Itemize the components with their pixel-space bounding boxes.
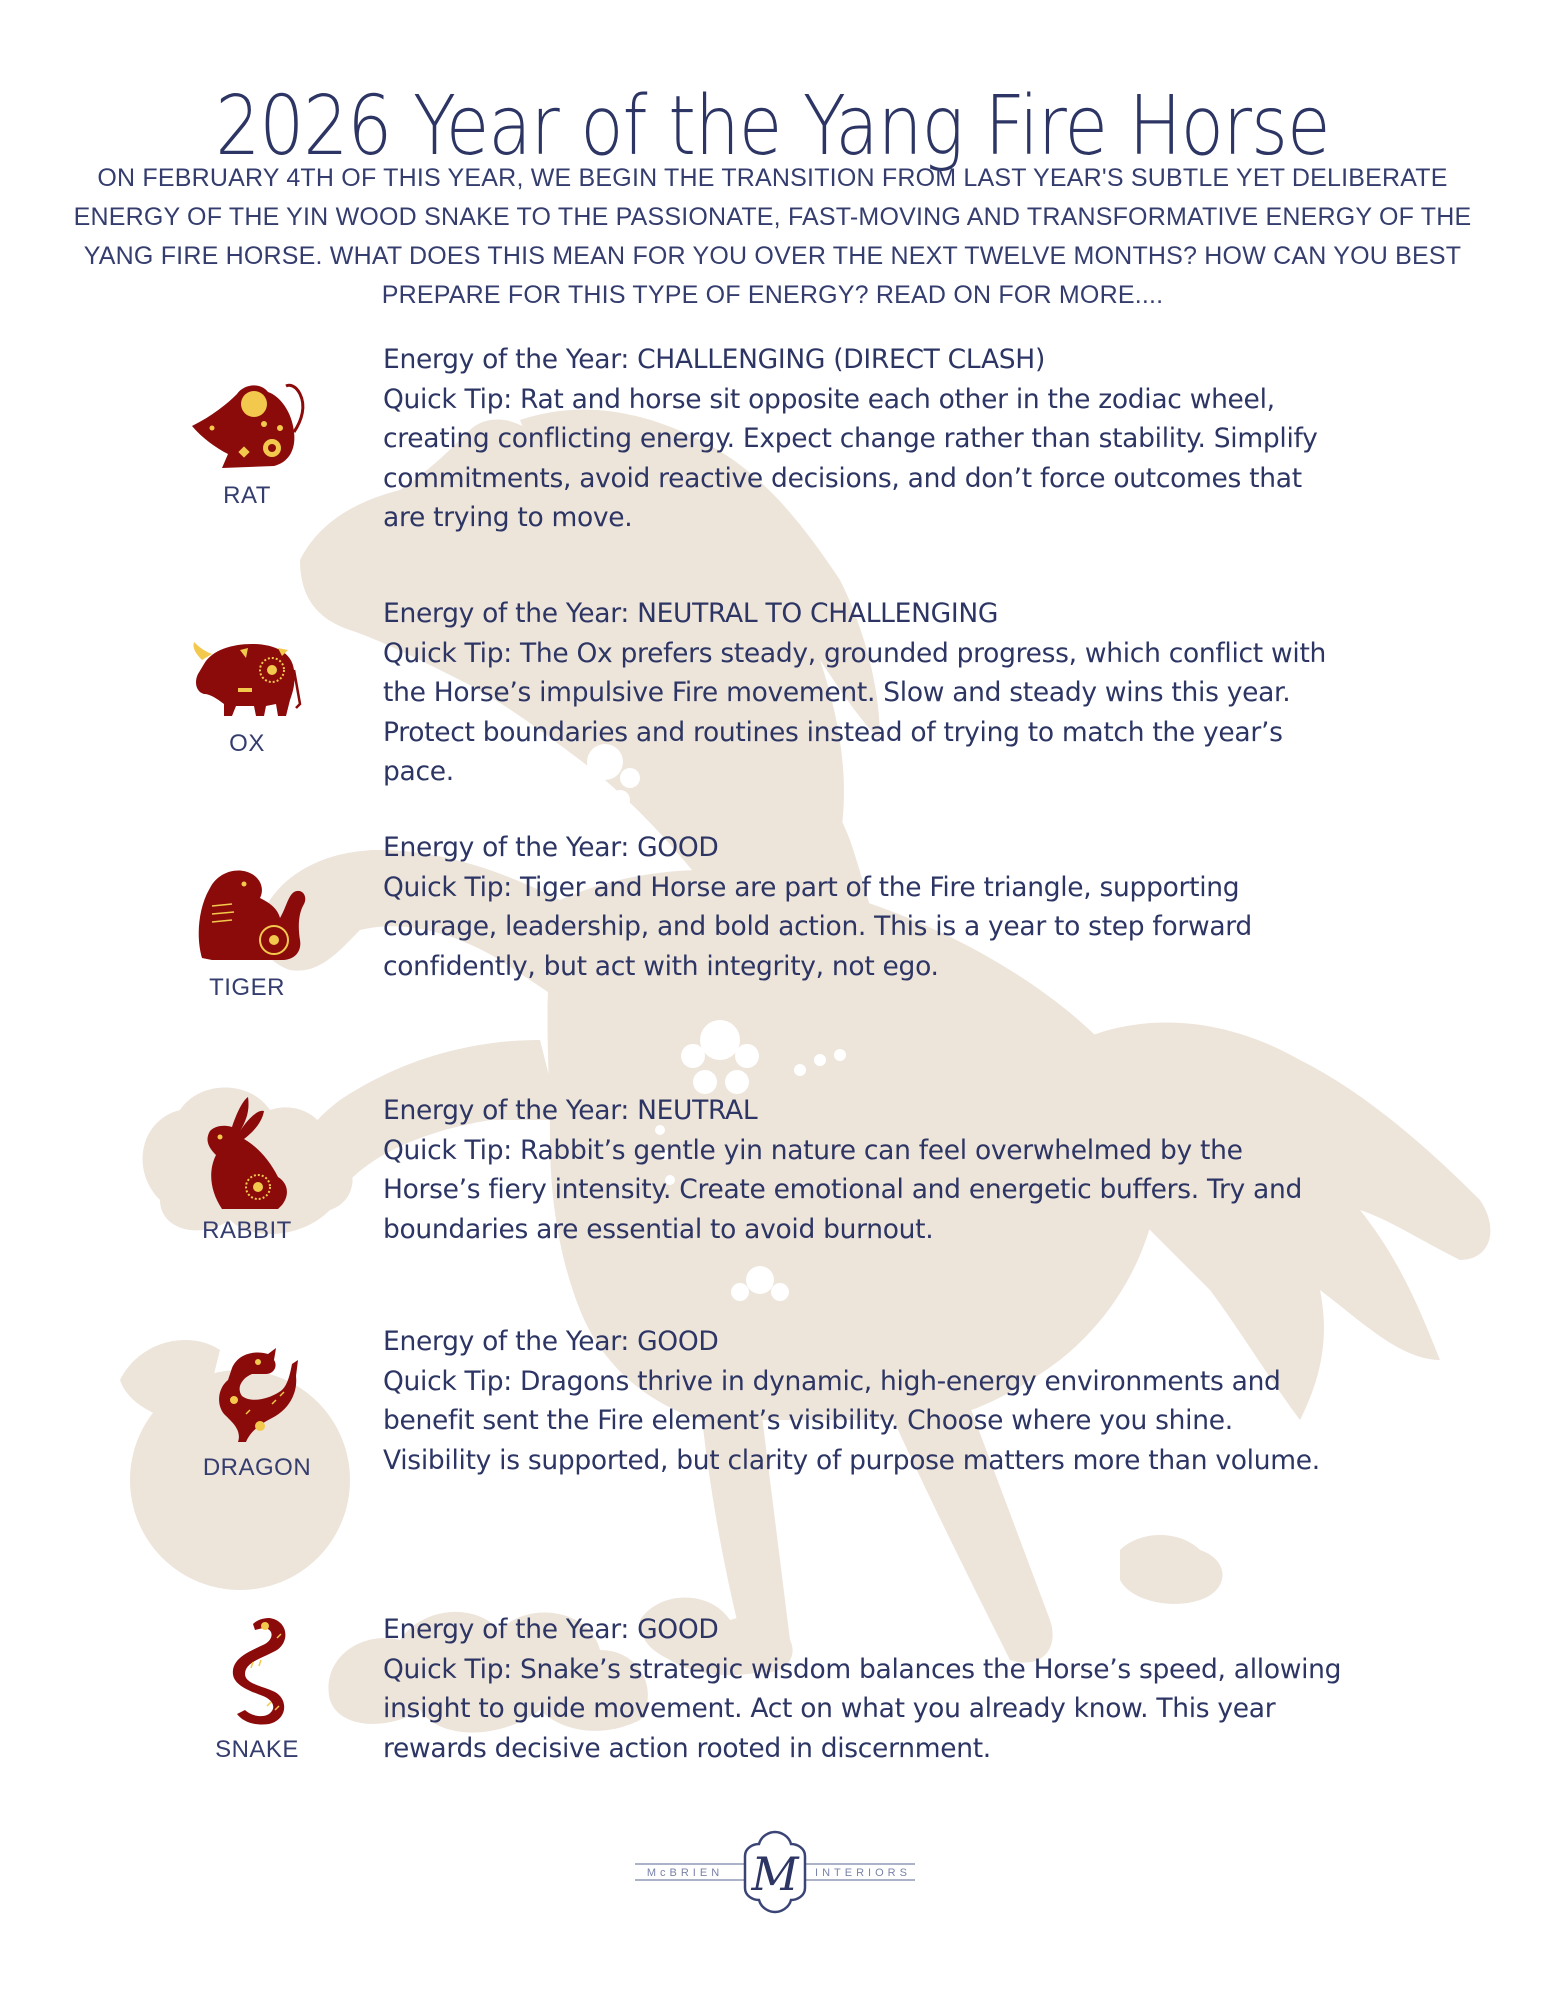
quick-tip: Quick Tip: Rabbit’s gentle yin nature can feel overwhelmed by the Horse’s fiery intensity. Create emotional and energetic buffers. Try and boundaries are essential to avoid burnout.	[383, 1134, 1303, 1245]
animal-label-snake: SNAKE	[215, 1736, 299, 1763]
page-title: 2026 Year of the Yang Fire Horse	[215, 78, 1330, 174]
mcbrien-interiors-logo	[635, 1826, 915, 1918]
logo-emblem	[635, 1826, 915, 1918]
rabbit-icon	[182, 1091, 312, 1211]
svg-text:M: M	[751, 1847, 799, 1901]
svg-text:McBRIEN: McBRIEN	[646, 1867, 724, 1879]
svg-text:INTERIORS: INTERIORS	[815, 1867, 911, 1879]
energy-rating: Energy of the Year: GOOD	[383, 832, 719, 863]
animal-label-rabbit: RABBIT	[202, 1217, 292, 1244]
animal-label-ox: OX	[229, 730, 265, 757]
energy-rating: Energy of the Year: CHALLENGING (DIRECT CLASH)	[383, 344, 1045, 375]
quick-tip: Quick Tip: Tiger and Horse are part of the Fire triangle, supporting courage, leadership, and bold action. This is a year to step forward confidently, but act with integrity, not ego.	[383, 871, 1252, 982]
quick-tip: Quick Tip: Dragons thrive in dynamic, high-energy environments and benefit sent the Fire element’s visibility. Choose where you shine. Visibility is supported, but clarity of purpose matters more than volume.	[383, 1365, 1320, 1476]
energy-rating: Energy of the Year: GOOD	[383, 1326, 719, 1357]
quick-tip: Quick Tip: Snake’s strategic wisdom balances the Horse’s speed, allowing insight to guide movement. Act on what you already know. This year rewards decisive action rooted in discernment.	[383, 1653, 1342, 1764]
energy-rating: Energy of the Year: GOOD	[383, 1614, 719, 1645]
animal-label-rat: RAT	[223, 482, 271, 509]
animal-label-dragon: DRAGON	[202, 1454, 312, 1481]
tiger-icon	[182, 858, 312, 968]
intro-paragraph: ON FEBRUARY 4TH OF THIS YEAR, WE BEGIN THE TRANSITION FROM LAST YEAR'S SUBTLE YET DELIBERATE ENERGY OF THE YIN WOOD SNAKE TO THE PASSIONATE, FAST-MOVING AND TRANSFORMATIVE ENERGY OF THE YANG FIRE HORSE. WHAT DOES THIS MEAN FOR YOU OVER THE NEXT TWELVE MONTHS? HOW CAN YOU BEST PREPARE FOR THIS TYPE OF ENERGY? READ ON FOR MORE....	[73, 164, 1472, 309]
animal-label-tiger: TIGER	[209, 974, 285, 1001]
snake-icon	[207, 1610, 307, 1730]
quick-tip: Quick Tip: The Ox prefers steady, grounded progress, which conflict with the Horse’s impulsive Fire movement. Slow and steady wins this year. Protect boundaries and routines instead of trying to match the year’s pace.	[383, 637, 1327, 787]
energy-rating: Energy of the Year: NEUTRAL	[383, 1095, 758, 1126]
energy-rating: Energy of the Year: NEUTRAL TO CHALLENGING	[383, 598, 999, 629]
rat-icon	[182, 376, 312, 476]
dragon-icon	[202, 1338, 312, 1448]
ox-icon	[182, 624, 312, 724]
quick-tip: Quick Tip: Rat and horse sit opposite each other in the zodiac wheel, creating conflicting energy. Expect change rather than stability. Simplify commitments, avoid reactive decisions, and don’t force outcomes that are trying to move.	[383, 383, 1318, 533]
